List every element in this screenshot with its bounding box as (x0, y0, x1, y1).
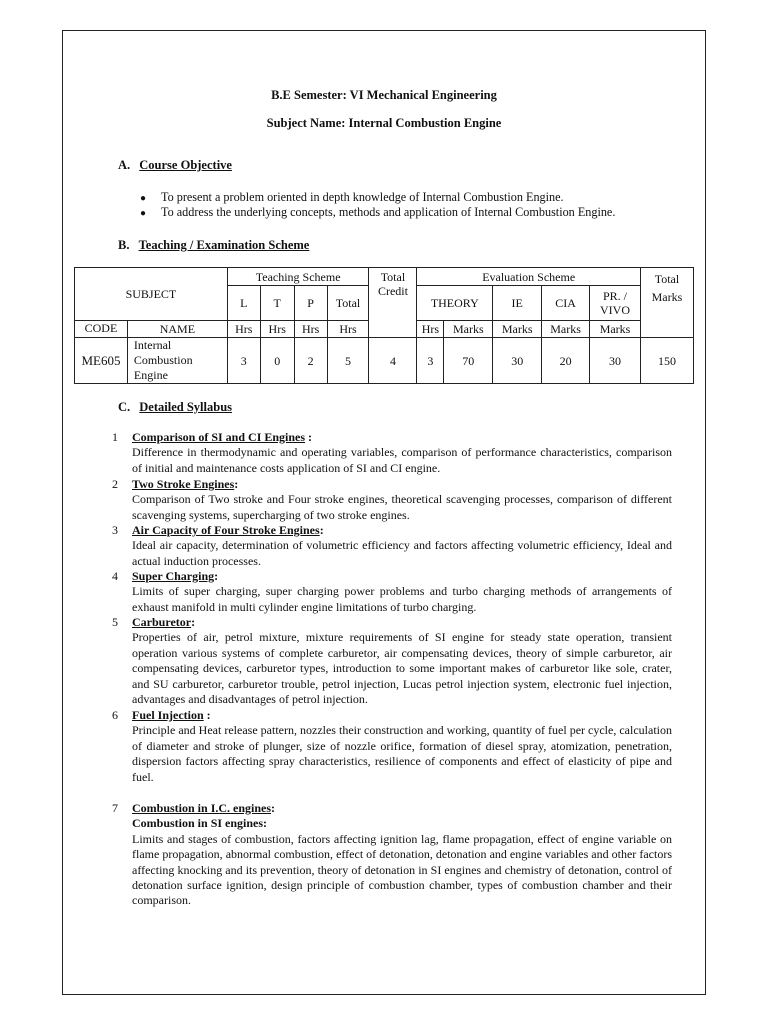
theory-header: THEORY (417, 286, 493, 321)
t-unit: Hrs (260, 321, 294, 338)
item-subtitle: Combustion in SI engines: (132, 816, 268, 831)
bullet-dot-icon: ● (140, 193, 147, 204)
item-number: 1 (112, 430, 118, 444)
theory-marks-value: 70 (444, 338, 493, 384)
total-hrs-value: 5 (327, 338, 369, 384)
item-body: Difference in thermodynamic and operating variables, comparison of performance characteristics, comparison of initial and maintenance costs application of SI and CI engine. (132, 445, 672, 475)
syllabus-item (112, 523, 672, 569)
pr-vivo-label: PR. / VIVO (600, 289, 631, 317)
semester-heading: B.E Semester: VI Mechanical Engineering (271, 88, 497, 102)
ie-value: 30 (493, 338, 542, 384)
t-value: 0 (260, 338, 294, 384)
p-header: P (294, 286, 327, 321)
scheme-heading (118, 238, 309, 253)
total-unit: Hrs (327, 321, 369, 338)
pr-vivo-header (590, 286, 641, 321)
item-title: Two Stroke Engines (132, 477, 235, 491)
name-header: NAME (127, 321, 227, 338)
p-value: 2 (294, 338, 327, 384)
total-marks-value: 150 (640, 338, 693, 384)
item-body: Ideal air capacity, determination of volumetric efficiency and factors affecting volumetric efficiency, Ideal and actual induction processes. (132, 538, 672, 568)
p-unit: Hrs (294, 321, 327, 338)
item-body: Principle and Heat release pattern, nozzles their construction and working, quantity of fuel per cycle, calculation of diameter and stroke of plunger, size of nozzle orifice, formation of diesel spray, atomization, penetration, dispersion factors affecting spray characteristics, resilience of components and effect of elasticity of pipe and fuel. (132, 723, 672, 784)
item-body: Limits and stages of combustion, factors affecting ignition lag, flame propagation, effect of engine variable on flame propagation, abnormal combustion, effect of detonation, detonation and engine variables and other factors affecting knocking and its prevention, theory of detonation in SI engines and chemistry of detonation, control of detonation surface ignition, design principle of combustion chamber, types of combustion chamber and their comparison. (132, 831, 672, 908)
ie-header: IE (493, 286, 542, 321)
section-title: Course Objective (139, 158, 232, 172)
code-header: CODE (75, 321, 128, 338)
total-marks-label: Total Marks (651, 272, 683, 304)
theory-hrs-value: 3 (417, 338, 444, 384)
t-header: T (260, 286, 294, 321)
item-title-suffix: : (214, 569, 219, 583)
syllabus-heading (118, 400, 232, 415)
pr-vivo-unit: Marks (590, 321, 641, 338)
ie-unit: Marks (493, 321, 542, 338)
section-letter: B. (118, 238, 130, 252)
item-title-suffix: : (305, 430, 313, 444)
subject-code: ME605 (75, 338, 128, 384)
syllabus-item (112, 477, 672, 523)
total-credit-header: Total Credit (369, 268, 417, 338)
item-title-suffix: : (319, 523, 324, 537)
scheme-table (74, 267, 694, 384)
total-header: Total (327, 286, 369, 321)
subject-name-heading: Subject Name: Internal Combustion Engine (266, 116, 502, 130)
item-number: 4 (112, 569, 118, 583)
credit-value: 4 (369, 338, 417, 384)
objective-bullet (140, 205, 615, 220)
cia-header: CIA (542, 286, 590, 321)
item-number: 6 (112, 708, 118, 722)
syllabus-item (112, 801, 672, 909)
item-title-suffix: : (271, 801, 276, 815)
cia-value: 20 (542, 338, 590, 384)
item-body: Comparison of Two stroke and Four stroke engines, theoretical scavenging processes, comparison of different scavenging systems, supercharging of two stroke engines. (132, 492, 672, 522)
syllabus-item (112, 569, 672, 615)
item-number: 2 (112, 477, 118, 491)
total-marks-header (640, 268, 693, 338)
item-title: Air Capacity of Four Stroke Engines (132, 523, 320, 537)
pr-vivo-value: 30 (590, 338, 641, 384)
l-value: 3 (227, 338, 260, 384)
syllabus-item (112, 708, 672, 785)
evaluation-scheme-header: Evaluation Scheme (417, 268, 641, 286)
table-row (75, 338, 694, 384)
cia-unit: Marks (542, 321, 590, 338)
bullet-dot-icon: ● (140, 208, 147, 219)
item-number: 7 (112, 801, 118, 815)
subject-name-cell (127, 338, 227, 384)
subject-name: Internal Combustion Engine (133, 338, 193, 382)
objective-bullet (140, 190, 564, 205)
item-number: 5 (112, 615, 118, 629)
item-title-suffix: : (191, 615, 196, 629)
item-title: Super Charging (132, 569, 215, 583)
item-body: Limits of super charging, super charging power problems and turbo charging methods of arrangements of exhaust manifold in multi cylinder engine limitations of turbo charging. (132, 584, 672, 614)
item-title: Comparison of SI and CI Engines (132, 430, 306, 444)
theory-marks-unit: Marks (444, 321, 493, 338)
section-title: Teaching / Examination Scheme (138, 238, 310, 252)
item-title: Fuel Injection (132, 708, 204, 722)
item-title-suffix: : (234, 477, 239, 491)
course-objective-heading (118, 158, 232, 173)
theory-hrs-unit: Hrs (417, 321, 444, 338)
l-unit: Hrs (227, 321, 260, 338)
syllabus-item (112, 615, 672, 707)
section-letter: C. (118, 400, 131, 414)
item-title: Combustion in I.C. engines (132, 801, 272, 815)
section-letter: A. (118, 158, 131, 172)
section-title: Detailed Syllabus (139, 400, 233, 414)
item-title-suffix: : (203, 708, 211, 722)
item-number: 3 (112, 523, 118, 537)
l-header: L (227, 286, 260, 321)
teaching-scheme-header: Teaching Scheme (227, 268, 369, 286)
bullet-text: To present a problem oriented in depth knowledge of Internal Combustion Engine. (161, 190, 564, 204)
subject-header: SUBJECT (75, 268, 228, 321)
bullet-text: To address the underlying concepts, methods and application of Internal Combustion Engine. (161, 205, 616, 219)
item-body: Properties of air, petrol mixture, mixture requirements of SI engine for steady state operation, transient operation various systems of complete carburetor, air compensating devices, theory of simple carburetor, air compensating devices, carburetor types, introduction to some important makes of carburetor like sole, crater, and SU carburetor, carburetor trouble, petrol injection, Lucas petrol injection system, electronic fuel injection, advantages and disadvantages of petrol injection. (132, 630, 672, 707)
syllabus-item (112, 430, 672, 476)
item-title: Carburetor (132, 615, 192, 629)
